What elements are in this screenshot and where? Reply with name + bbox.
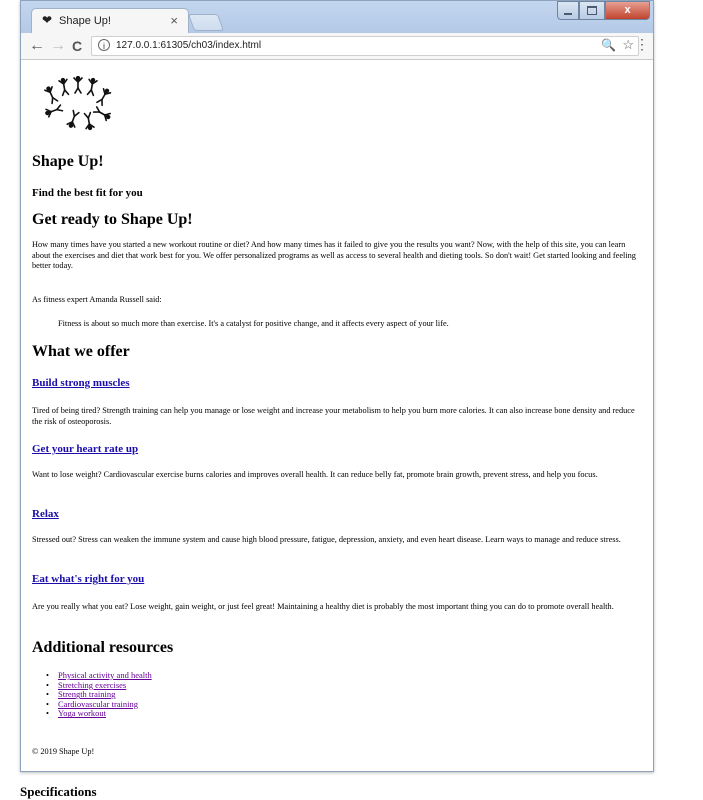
- resource-link-cardio[interactable]: Cardiovascular training: [58, 698, 139, 709]
- maximize-button[interactable]: [579, 1, 605, 20]
- shape-up-logo: [37, 76, 117, 134]
- tagline: Find the best fit for you: [32, 187, 143, 199]
- tab-close-icon[interactable]: ×: [170, 13, 178, 28]
- offer-link-relax[interactable]: Relax: [32, 508, 59, 520]
- offer-link-muscles[interactable]: Build strong muscles: [32, 377, 130, 389]
- browser-window: [20, 0, 654, 772]
- zoom-icon[interactable]: 🔍: [601, 38, 616, 52]
- bookmark-star-icon[interactable]: ☆: [622, 37, 634, 52]
- offer-text-relax: Stressed out? Stress can weaken the immune system and cause high blood pressure, fatigue, depression, anxiety, and even heart disease. Learn ways to manage and reduce stress.: [32, 535, 621, 544]
- intro-paragraph: How many times have you started a new workout routine or diet? And how many times has it failed to give you the results you want? Now, with the help of this site, you can learn about the exercises and diet that work best for you. We offer personalized programs as well as access to several health and dieting tools. So don't wait! Get started looking and feeling better today.: [32, 240, 636, 270]
- minimize-button[interactable]: [557, 1, 579, 20]
- offer-title-relax: [32, 508, 59, 520]
- fitness-quote: Fitness is about so much more than exercise. It's a catalyst for positive change, and it affects every aspect of your life.: [58, 319, 449, 328]
- page-footer: © 2019 Shape Up!: [32, 747, 95, 756]
- window-close-button[interactable]: x: [605, 1, 650, 20]
- resource-link-physical-activity[interactable]: Physical activity and health: [58, 670, 152, 680]
- offer-text-heart: Want to lose weight? Cardiovascular exercise burns calories and improves overall health. It can reduce belly fat, promote brain growth, prevent stress, and help you focus.: [32, 470, 598, 479]
- browser-toolbar: [21, 33, 653, 60]
- offer-title-muscles: [32, 377, 130, 389]
- resources-list: [46, 671, 152, 719]
- title-bar: [21, 1, 653, 33]
- offer-title-eat: [32, 573, 144, 585]
- url-text[interactable]: 127.0.0.1:61305/ch03/index.html: [116, 40, 262, 51]
- offer-text-eat: Are you really what you eat? Lose weight, gain weight, or just feel great! Maintaining a healthy diet is probably the most important thing you can do to promote overall health.: [32, 602, 614, 611]
- list-item: [46, 709, 152, 719]
- offer-link-heart[interactable]: Get your heart rate up: [32, 443, 139, 455]
- reload-icon[interactable]: C: [72, 38, 83, 54]
- maximize-icon: [587, 6, 597, 15]
- resources-heading: Additional resources: [32, 639, 174, 656]
- site-info-icon[interactable]: i: [98, 39, 110, 51]
- minimize-icon: [564, 13, 572, 15]
- resource-link-strength[interactable]: Strength training: [58, 689, 116, 700]
- menu-dots-icon[interactable]: ⋮: [635, 36, 649, 52]
- new-tab-button[interactable]: [188, 14, 224, 31]
- site-title: Shape Up!: [32, 153, 104, 170]
- offer-link-eat[interactable]: Eat what's right for you: [32, 573, 145, 585]
- offer-heading: What we offer: [32, 343, 130, 360]
- back-arrow-icon[interactable]: ←: [29, 37, 45, 54]
- resource-link-yoga[interactable]: Yoga workout: [58, 708, 107, 719]
- intro-heading: Get ready to Shape Up!: [32, 211, 193, 228]
- tab-title: Shape Up!: [59, 15, 111, 27]
- heart-favicon-icon: ❤: [42, 13, 53, 27]
- forward-arrow-icon[interactable]: →: [50, 37, 66, 54]
- offer-text-muscles: Tired of being tired? Strength training can help you manage or lose weight and increase your metabolism to help you burn more calories. It can also increase bone density and reduce the risk of osteoporosis.: [32, 406, 635, 426]
- offer-title-heart: [32, 443, 138, 455]
- browser-tab[interactable]: [31, 8, 189, 33]
- page-content: [21, 60, 653, 771]
- specifications-heading: Specifications: [20, 784, 97, 799]
- resource-link-stretching[interactable]: Stretching exercises: [58, 679, 127, 690]
- address-bar[interactable]: [91, 36, 639, 56]
- quote-intro: As fitness expert Amanda Russell said:: [32, 295, 162, 304]
